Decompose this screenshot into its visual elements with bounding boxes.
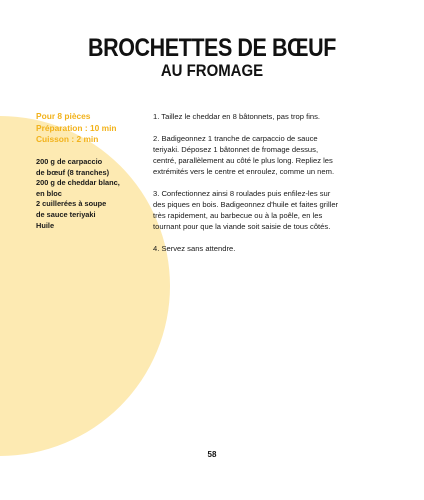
recipe-title: BROCHETTES DE BŒUF — [88, 34, 336, 62]
ingredient-line: en bloc — [36, 188, 62, 198]
cooking-time: Cuisson : 2 min — [36, 134, 99, 144]
step-1 — [153, 111, 393, 122]
step-line: 4. Servez sans attendre. — [153, 244, 236, 253]
step-line: des piques en bois. Badigeonnez d'huile et faites griller — [153, 200, 339, 209]
step-line: teriyaki. Déposez 1 bâtonnet de fromage dessus, — [153, 145, 319, 154]
ingredient-line: de bœuf (8 tranches) — [36, 167, 110, 177]
preparation-time: Préparation : 10 min — [36, 122, 117, 133]
ingredient-line: 2 cuillerées à soupe — [36, 199, 107, 209]
page-number: 58 — [207, 450, 217, 459]
recipe-subtitle: AU FROMAGE — [160, 61, 264, 80]
step-2 — [153, 133, 393, 177]
ingredient-line: de sauce teriyaki — [36, 209, 96, 219]
step-line: 2. Badigeonnez 1 tranche de carpaccio de sauce — [153, 134, 318, 143]
step-4 — [153, 243, 393, 254]
ingredient-line: 200 g de carpaccio — [36, 157, 103, 166]
step-line: centré, parallèlement au côté le plus long. Repliez les — [153, 156, 333, 165]
ingredient-line: Huile — [36, 220, 55, 230]
steps-list — [153, 111, 393, 265]
portions-text: Pour 8 pièces — [36, 111, 91, 121]
step-3 — [153, 188, 393, 232]
step-line: très rapidement, au barbecue ou à la poêle, en les — [153, 211, 323, 220]
step-line: extrémités vers le centre et enroulez, comme un nem. — [153, 167, 335, 176]
step-line: 1. Taillez le cheddar en 8 bâtonnets, pas trop fins. — [153, 112, 321, 121]
ingredients-list — [36, 157, 156, 231]
ingredient-line: 200 g de cheddar blanc, — [36, 178, 120, 188]
step-line: 3. Confectionnez ainsi 8 roulades puis enfilez-les sur — [153, 189, 331, 198]
step-line: tournant pour que la viande soit saisie de tous côtés. — [153, 222, 331, 231]
recipe-meta — [36, 111, 156, 146]
